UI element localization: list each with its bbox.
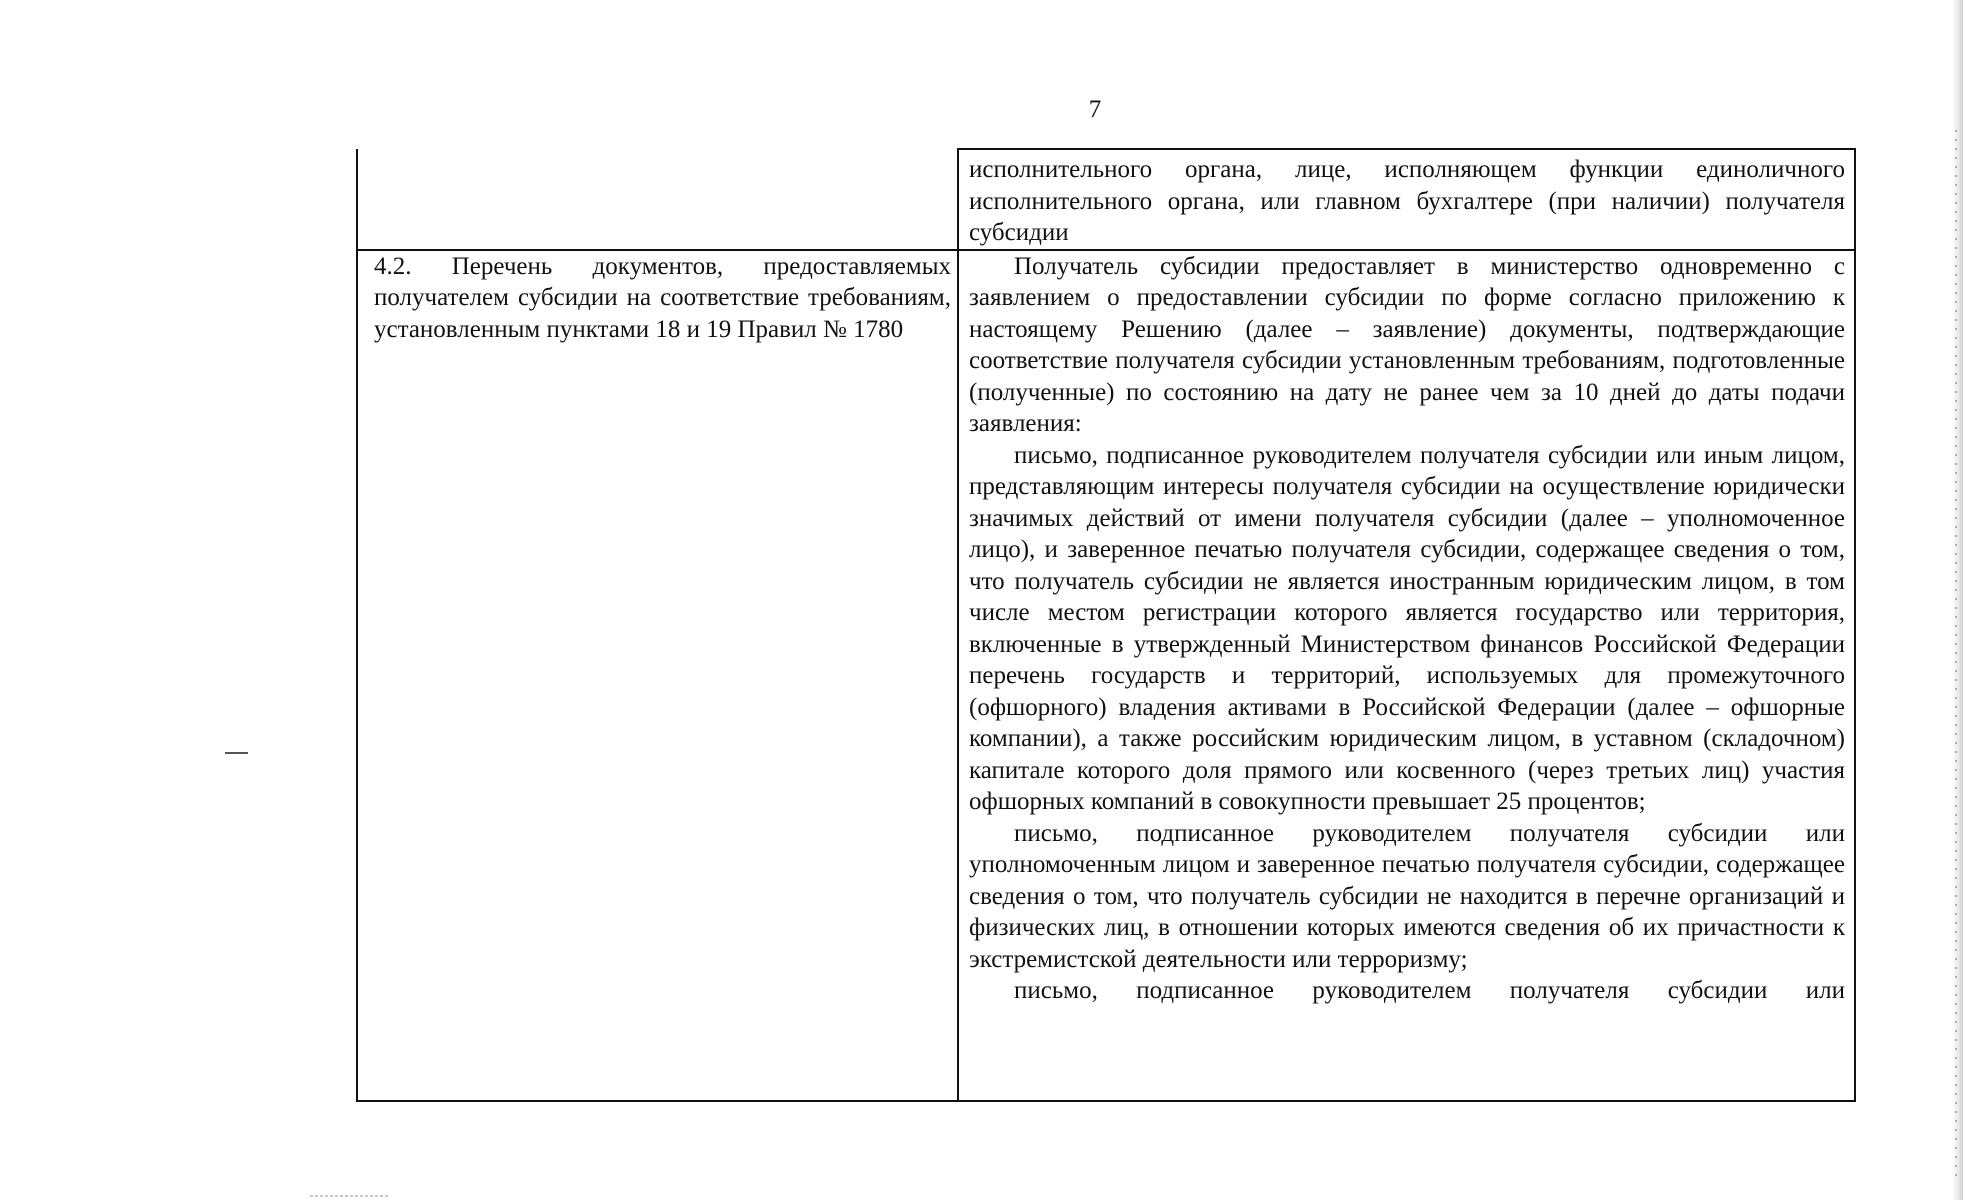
table-cell-right [958, 250, 1855, 1101]
scan-artifact [310, 1195, 390, 1197]
scan-edge [1952, 0, 1963, 1200]
table-cell-left [357, 149, 958, 250]
paragraph: Получатель субсидии предоставляет в министерство одновременно с заявлением о предоставлении субсидии по форме согласно приложению к настоящему Решению (далее – заявление) документы, подтверждающие соответствие получателя субсидии установленным требованиям, подготовленные (полученные) по состоянию на дату не ранее чем за 10 дней до даты подачи заявления: [969, 252, 1845, 437]
continuation-paragraph: исполнительного органа, лице, исполняющем функции единоличного исполнительного органа, или главном бухгалтере (при наличии) получателя субсидии [969, 156, 1845, 246]
margin-mark [225, 752, 248, 754]
paragraph: письмо, подписанное руководителем получателя субсидии или иным лицом, представляющим интересы получателя субсидии на осуществление юридически значимых действий от имени получателя субсидии (далее – уполномоченное лицо), и заверенное печатью получателя субсидии, содержащее сведения о том, что получатель субсидии не является иностранным юридическим лицом, в том числе местом регистрации которого является государство или территория, включенные в утвержденный Министерством финансов Российской Федерации перечень государств и территорий, используемых для промежуточного (офшорного) владения активами в Российской Федерации (далее – офшорные компании), а также российским юридическим лицом, в уставном (складочном) капитале которого доля прямого или косвенного (через третьих лиц) участия офшорных компаний в совокупности превышает 25 процентов; [969, 441, 1845, 815]
scan-edge-marks [1955, 130, 1957, 1180]
table-cell-left [357, 250, 958, 1101]
paragraph: письмо, подписанное руководителем получателя субсидии или уполномоченным лицом и заверенное печатью получателя субсидии, содержащее сведения о том, что получатель субсидии не находится в перечне организаций и физических лиц, в отношении которых имеются сведения об их причастности к экстремистской деятельности или терроризму; [969, 819, 1845, 973]
document-table [356, 148, 1856, 1102]
table-cell-right [958, 149, 1855, 250]
table-row [357, 149, 1855, 250]
table-row [357, 250, 1855, 1101]
paragraph: письмо, подписанное руководителем получателя субсидии или [1014, 977, 1845, 1004]
page-number: 7 [1088, 96, 1102, 123]
requirement-heading: 4.2. Перечень документов, предоставляемых получателем субсидии на соответствие требованиям, установленным пунктами 18 и 19 Правил № 1780 [374, 252, 951, 343]
